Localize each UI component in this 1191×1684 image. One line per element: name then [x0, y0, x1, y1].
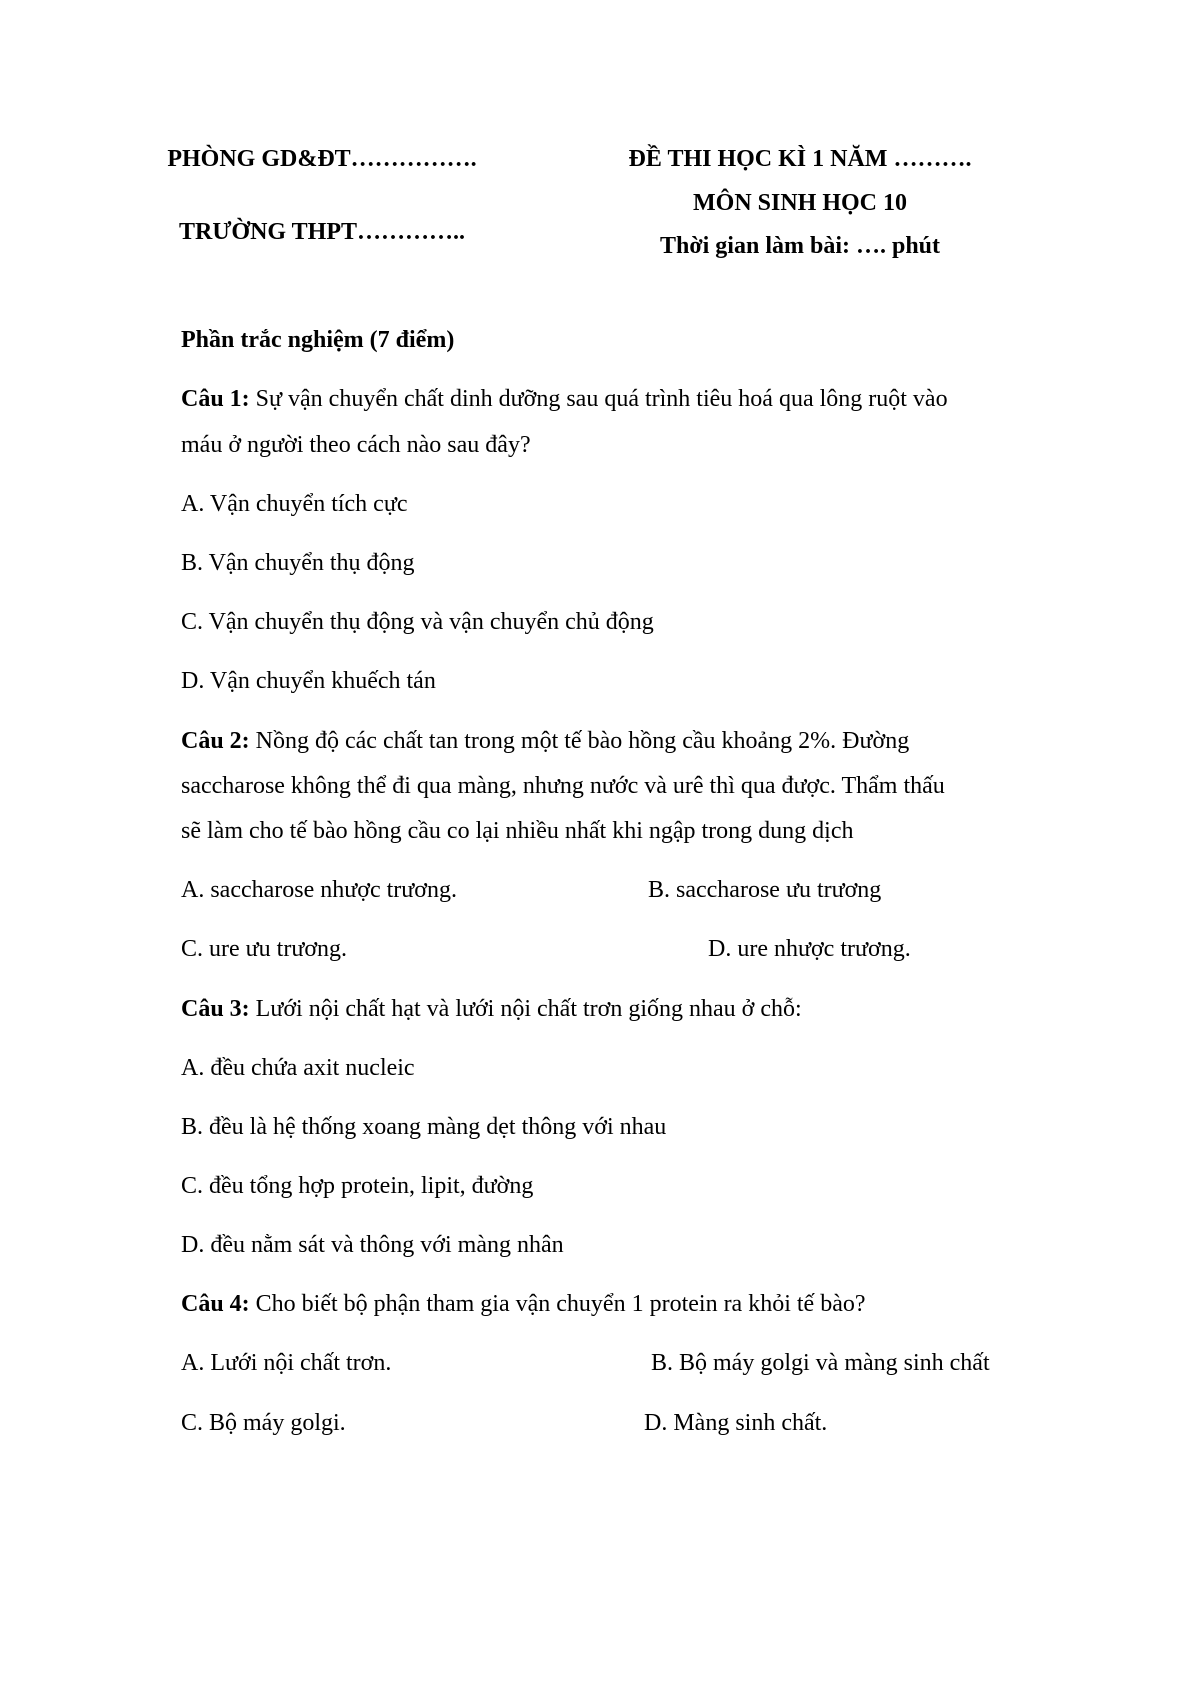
- school-name: TRƯỜNG THPT…………..: [178, 219, 466, 245]
- question-2-option-b: B. saccharose ưu trương: [648, 877, 882, 903]
- question-1-text: Sự vận chuyển chất dinh dưỡng sau quá trình tiêu hoá qua lông ruột vào: [249, 386, 948, 412]
- question-4-text: Cho biết bộ phận tham gia vận chuyển 1 protein ra khỏi tế bào?: [249, 1291, 866, 1317]
- question-2-line-1: [181, 726, 909, 756]
- question-4-option-b: B. Bộ máy golgi và màng sinh chất: [651, 1350, 990, 1376]
- question-3-text: Lưới nội chất hạt và lưới nội chất trơn giống nhau ở chỗ:: [249, 996, 802, 1022]
- question-2-line-3: sẽ làm cho tế bào hồng cầu co lại nhiều nhất khi ngập trong dung dịch: [181, 818, 854, 844]
- question-4-line-1: [181, 1289, 866, 1319]
- question-2-option-c: C. ure ưu trương.: [181, 936, 348, 962]
- question-1-option-c: C. Vận chuyển thụ động và vận chuyển chủ động: [181, 609, 654, 635]
- question-1-line-2: máu ở người theo cách nào sau đây?: [181, 432, 531, 458]
- exam-duration: Thời gian làm bài: …. phút: [659, 233, 941, 259]
- exam-title: ĐỀ THI HỌC KÌ 1 NĂM ……….: [628, 146, 972, 172]
- question-2-label: Câu 2:: [181, 728, 250, 754]
- department-name: PHÒNG GD&ĐT…………….: [167, 146, 477, 172]
- question-3-label: Câu 3:: [181, 996, 250, 1022]
- subject-title: MÔN SINH HỌC 10: [692, 190, 908, 216]
- question-3-option-d: D. đều nằm sát và thông với màng nhân: [181, 1232, 564, 1258]
- question-1-option-b: B. Vận chuyển thụ động: [181, 550, 415, 576]
- question-4-label: Câu 4:: [181, 1291, 250, 1317]
- question-2-text: Nồng độ các chất tan trong một tế bào hồng cầu khoảng 2%. Đường: [249, 728, 910, 754]
- question-3-option-b: B. đều là hệ thống xoang màng dẹt thông với nhau: [181, 1114, 667, 1140]
- question-2-line-2: saccharose không thể đi qua màng, nhưng nước và urê thì qua được. Thẩm thấu: [181, 773, 945, 799]
- question-4-option-a: A. Lưới nội chất trơn.: [181, 1350, 392, 1376]
- section-title: Phần trắc nghiệm (7 điểm): [181, 327, 455, 353]
- question-1-option-a: A. Vận chuyển tích cực: [181, 491, 408, 517]
- question-4-option-d: D. Màng sinh chất.: [644, 1410, 828, 1436]
- question-3-option-c: C. đều tổng hợp protein, lipit, đường: [181, 1173, 534, 1199]
- question-1-option-d: D. Vận chuyển khuếch tán: [181, 668, 436, 694]
- question-2-option-d: D. ure nhược trương.: [708, 936, 911, 962]
- question-3-line-1: [181, 994, 802, 1024]
- question-4-option-c: C. Bộ máy golgi.: [181, 1410, 346, 1436]
- question-1-label: Câu 1:: [181, 386, 250, 412]
- question-1-line-1: [181, 384, 948, 414]
- question-3-option-a: A. đều chứa axit nucleic: [181, 1055, 415, 1081]
- question-2-option-a: A. saccharose nhược trương.: [181, 877, 457, 903]
